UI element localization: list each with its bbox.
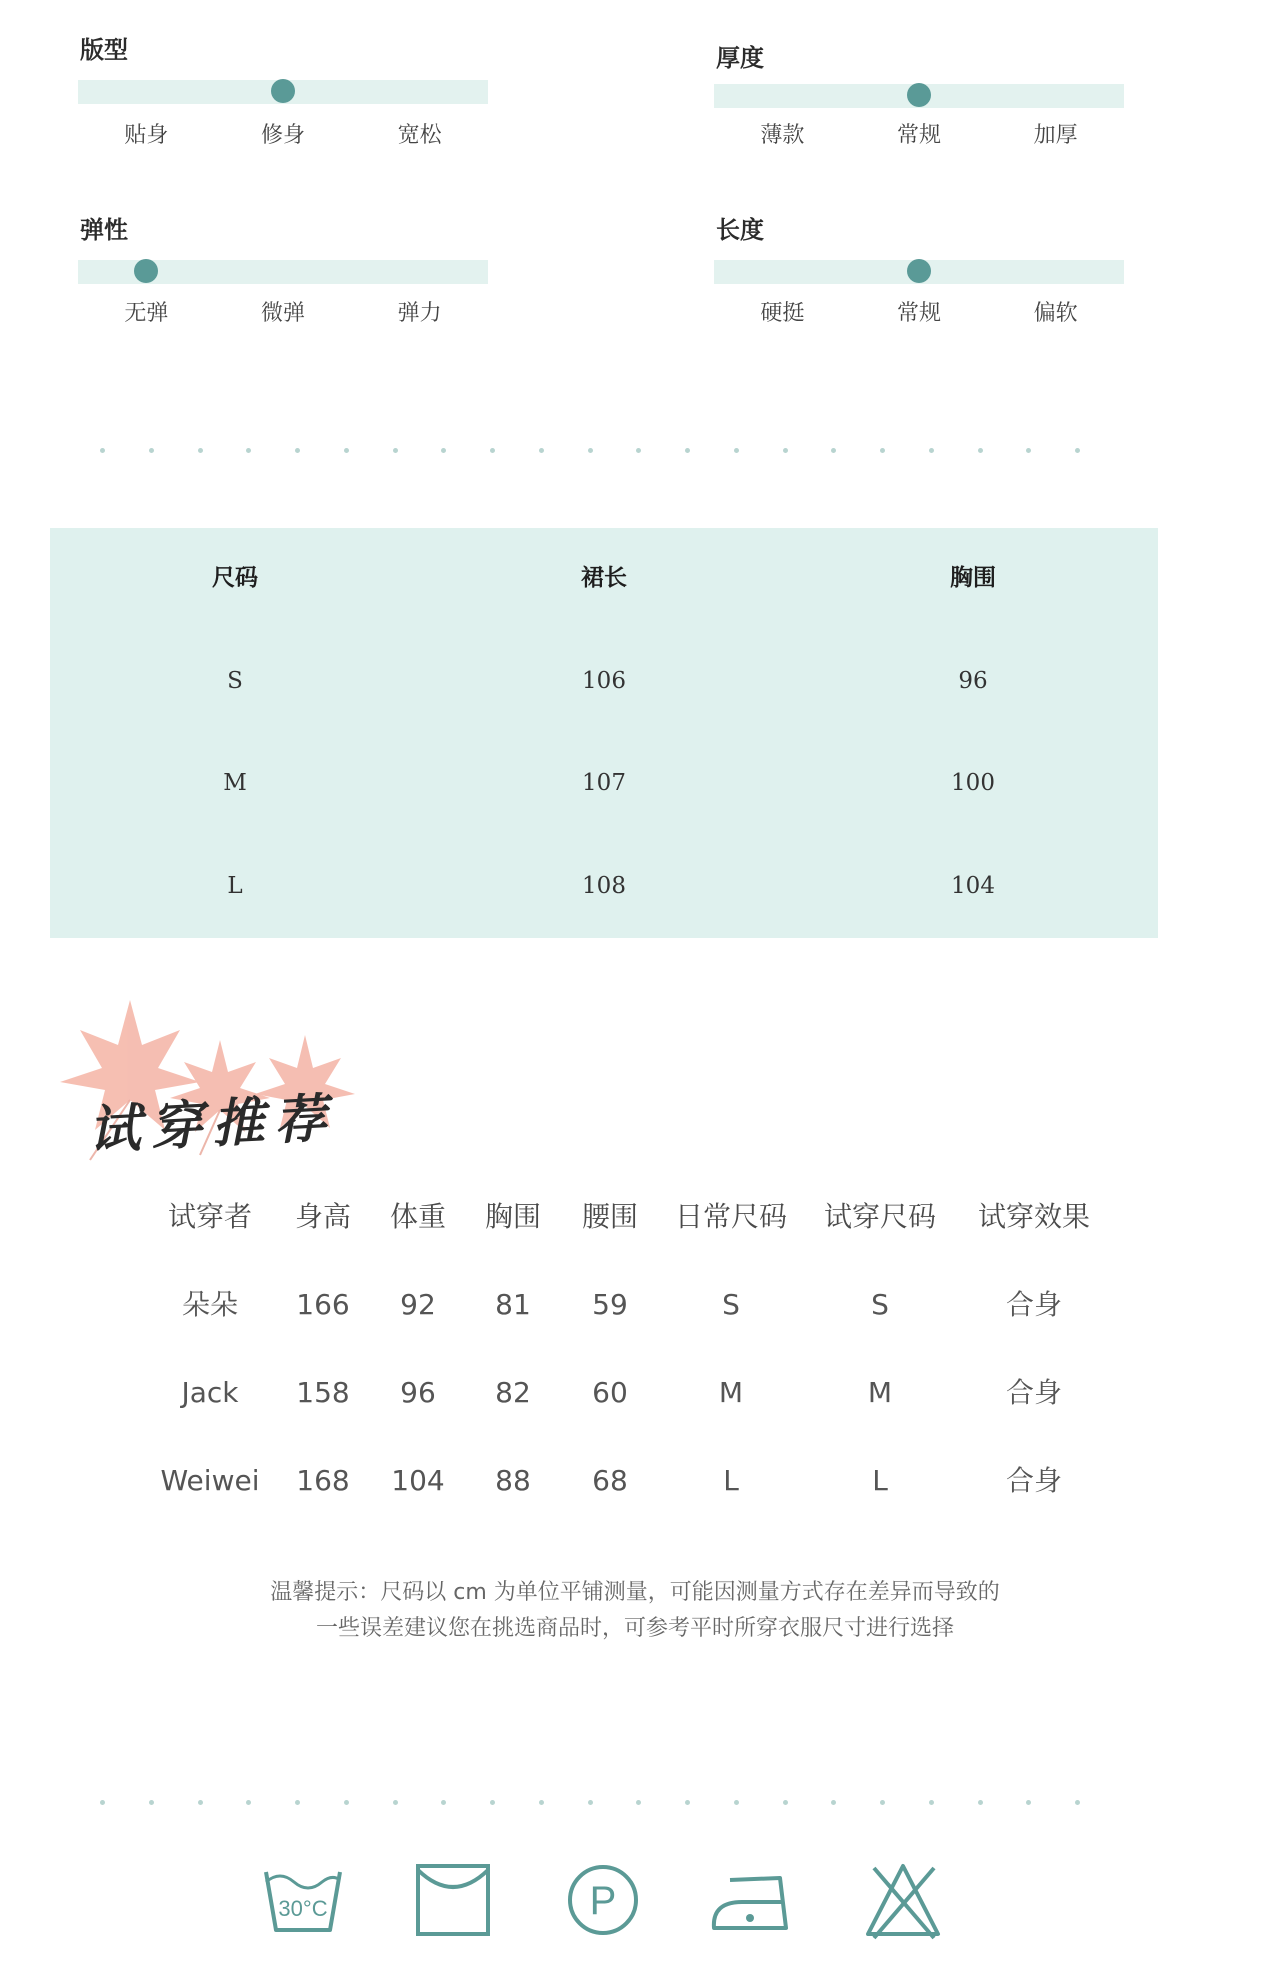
tryon-cell: 合身	[1005, 1376, 1062, 1409]
attribute-option: 常规	[897, 301, 942, 326]
attribute-option: 微弹	[261, 301, 306, 326]
attribute-knob	[134, 259, 158, 283]
size-table-row	[50, 866, 1158, 906]
attribute-option: 薄款	[760, 123, 805, 148]
tryon-cell: 168	[296, 1464, 350, 1497]
size-cell: 100	[951, 770, 995, 796]
attribute-title: 长度	[716, 216, 764, 244]
iron-low-icon	[708, 1860, 798, 1940]
size-cell: 106	[582, 668, 626, 694]
size-note	[0, 1575, 1270, 1647]
attribute-title: 版型	[80, 36, 128, 64]
size-cell: S	[227, 668, 243, 694]
size-table-row	[50, 763, 1158, 803]
size-cell: 96	[958, 668, 988, 694]
attribute-knob	[907, 259, 931, 283]
dry-clean-label: P	[589, 1879, 617, 1923]
tryon-cell: 合身	[1005, 1288, 1062, 1321]
tryon-header-cell: 日常尺码	[674, 1200, 787, 1233]
size-cell: L	[227, 873, 243, 899]
tryon-header-cell: 腰围	[581, 1200, 638, 1233]
tryon-header-cell: 试穿尺码	[823, 1200, 936, 1233]
size-note-line: 温馨提示：尺码以 cm 为单位平铺测量，可能因测量方式存在差异而导致的	[270, 1580, 1000, 1605]
size-note-line: 一些误差建议您在挑选商品时，可参考平时所穿衣服尺寸进行选择	[315, 1616, 954, 1641]
tryon-cell: 合身	[1005, 1464, 1062, 1497]
attribute-option: 贴身	[124, 123, 169, 148]
attribute-option: 修身	[261, 123, 306, 148]
tryon-header-cell: 试穿者	[167, 1200, 252, 1233]
attribute-track	[714, 84, 1124, 108]
attribute-option: 宽松	[397, 123, 442, 148]
tryon-header-cell: 胸围	[484, 1200, 541, 1233]
attribute-option: 硬挺	[760, 301, 805, 326]
attribute-length	[714, 210, 1124, 330]
tryon-cell: 81	[495, 1288, 531, 1321]
dotted-divider	[100, 1800, 1080, 1808]
attribute-option: 弹力	[397, 301, 442, 326]
tryon-header	[0, 1195, 1280, 1239]
size-table-row	[50, 661, 1158, 701]
tryon-cell: S	[722, 1288, 740, 1321]
size-header-cell: 尺码	[212, 565, 258, 591]
tryon-header-cell: 身高	[294, 1200, 351, 1233]
size-cell: 107	[582, 770, 626, 796]
tryon-cell: Weiwei	[160, 1464, 260, 1497]
tryon-header-cell: 试穿效果	[977, 1200, 1090, 1233]
tryon-title: 试穿推荐	[86, 1087, 338, 1162]
attribute-elasticity	[78, 210, 488, 330]
tryon-cell: Jack	[181, 1376, 239, 1409]
size-cell: M	[223, 770, 247, 796]
do-not-bleach-icon	[858, 1860, 948, 1940]
tryon-row	[0, 1371, 1280, 1415]
size-header-cell: 胸围	[950, 565, 996, 591]
wash-30c-icon	[258, 1860, 348, 1940]
tryon-cell: 82	[495, 1376, 531, 1409]
tryon-cell: 88	[495, 1464, 531, 1497]
tryon-cell: 59	[592, 1288, 628, 1321]
dry-flat-icon	[408, 1860, 498, 1940]
wash-temp-label: 30°C	[278, 1896, 328, 1921]
attribute-knob	[907, 83, 931, 107]
attribute-track	[78, 80, 488, 104]
size-cell: 104	[951, 873, 995, 899]
size-table	[50, 528, 1158, 938]
tryon-cell: 68	[592, 1464, 628, 1497]
attribute-title: 厚度	[716, 44, 764, 72]
tryon-cell: 158	[296, 1376, 350, 1409]
tryon-cell: 96	[400, 1376, 436, 1409]
tryon-cell: 104	[391, 1464, 445, 1497]
tryon-cell: L	[872, 1464, 888, 1497]
tryon-cell: 朵朵	[181, 1288, 238, 1321]
tryon-row	[0, 1283, 1280, 1327]
size-cell: 108	[582, 873, 626, 899]
size-table-header	[50, 558, 1158, 598]
size-header-cell: 裙长	[581, 565, 627, 591]
attribute-option: 加厚	[1033, 123, 1078, 148]
tryon-row	[0, 1459, 1280, 1503]
attribute-knob	[271, 79, 295, 103]
tryon-cell: M	[867, 1376, 893, 1409]
tryon-cell: 92	[400, 1288, 436, 1321]
tryon-cell: 166	[296, 1288, 350, 1321]
attribute-option: 无弹	[124, 301, 169, 326]
dry-clean-p-icon	[558, 1860, 648, 1940]
attribute-option: 偏软	[1033, 301, 1078, 326]
attribute-title: 弹性	[80, 216, 128, 244]
dotted-divider	[100, 448, 1080, 456]
attribute-track	[78, 260, 488, 284]
attribute-thickness	[714, 38, 1124, 158]
tryon-cell: 60	[592, 1376, 628, 1409]
tryon-cell: S	[871, 1288, 889, 1321]
attribute-fit	[78, 30, 488, 150]
attribute-option: 常规	[897, 123, 942, 148]
tryon-header-cell: 体重	[389, 1200, 446, 1233]
attribute-track	[714, 260, 1124, 284]
tryon-cell: L	[723, 1464, 739, 1497]
tryon-cell: M	[718, 1376, 744, 1409]
